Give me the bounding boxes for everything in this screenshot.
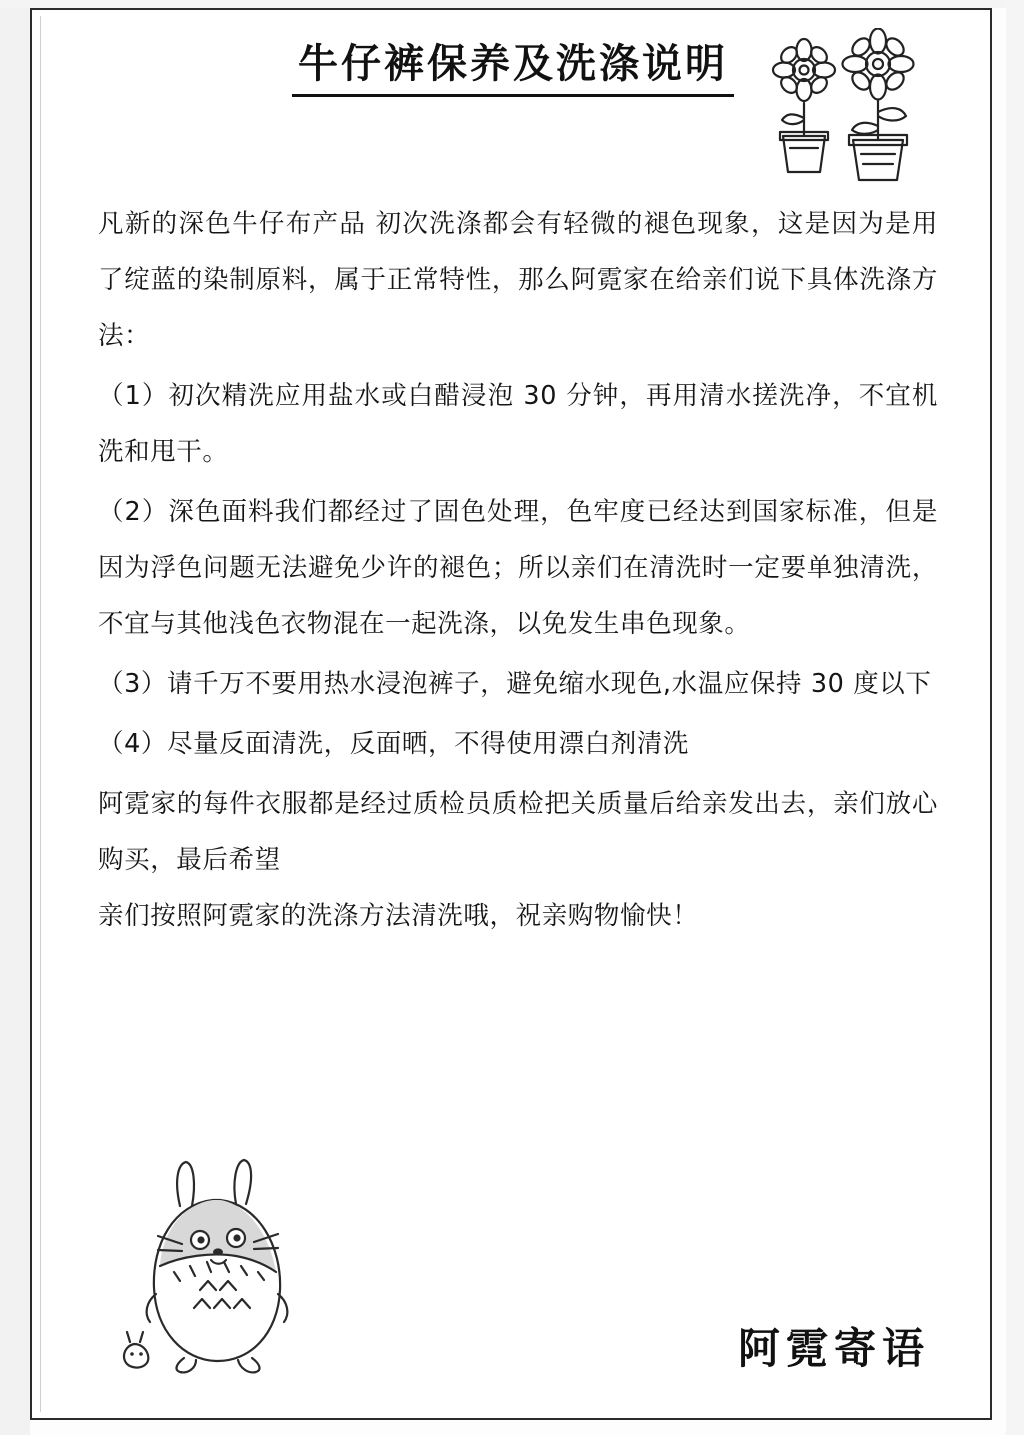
paper-sheet xyxy=(30,8,992,1420)
paragraph-step-1: （1）初次精洗应用盐水或白醋浸泡 30 分钟，再用清水搓洗净，不宜机洗和甩干。 xyxy=(98,381,938,467)
scan-edge-top xyxy=(0,0,1024,8)
page-title: 牛仔裤保养及洗涤说明 xyxy=(292,42,734,97)
paragraph-step-2: （2）深色面料我们都经过了固色处理，色牢度已经达到国家标准，但是因为浮色问题无法避免少许的褪色；所以亲们在清洗时一定要单独清洗，不宜与其他浅色衣物混在一起洗涤，以免发生串色现象。 xyxy=(98,497,938,639)
scan-edge-right xyxy=(1006,0,1024,1435)
signature: 阿霓寄语 xyxy=(737,1324,930,1373)
body-text xyxy=(98,196,938,948)
paragraph-step-3: （3）请千万不要用热水浸泡裤子，避免缩水现色,水温应保持 30 度以下 xyxy=(98,669,932,699)
paragraph-closing-2: 亲们按照阿霓家的洗涤方法清洗哦，祝亲购物愉快！ xyxy=(98,901,699,931)
paragraph-intro: 凡新的深色牛仔布产品 初次洗涤都会有轻微的褪色现象，这是因为是用了绽蓝的染制原料，属于正常特性，那么阿霓家在给亲们说下具体洗涤方法： xyxy=(98,209,938,351)
paragraph-step-4: （4）尽量反面清洗，反面晒，不得使用漂白剂清洗 xyxy=(98,729,690,759)
totoro-icon xyxy=(112,1148,332,1378)
flower-pot-icon xyxy=(752,28,932,188)
scan-edge-left xyxy=(0,0,30,1435)
paragraph-closing-1: 阿霓家的每件衣服都是经过质检员质检把关质量后给亲发出去，亲们放心购买，最后希望 xyxy=(98,789,938,875)
